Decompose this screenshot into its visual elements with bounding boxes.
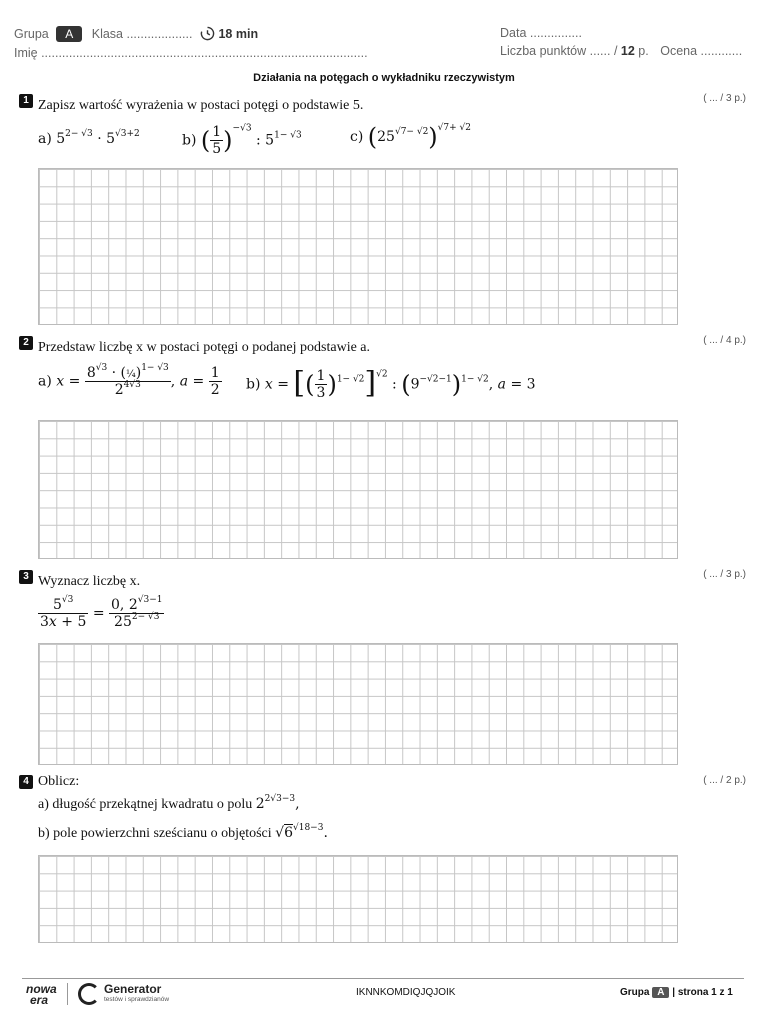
logo-line-1: nowa	[26, 982, 57, 996]
points-total: 12	[620, 44, 635, 58]
task-4a-expression: $2^{2√3-3}$,	[255, 794, 300, 812]
task-1-points: ( ... / 3 p.)	[703, 93, 746, 104]
task-1a-expression: a) $5^{2- √3} \cdot 5^{√3+2}$	[38, 129, 140, 147]
timer	[200, 26, 258, 41]
task-2-points: ( ... / 4 p.)	[703, 335, 746, 346]
footer-group	[620, 987, 733, 998]
task-2-number: 2	[19, 336, 33, 350]
group-label: Grupa	[14, 27, 49, 41]
task-4a-text: a) długość przekątnej kwadratu o polu	[38, 797, 253, 812]
clock-icon	[200, 26, 215, 41]
points-unit: p.	[638, 44, 649, 58]
task-4b	[38, 825, 328, 842]
task-2b-expression: b) x = [( $\frac{1}{3}$ )$^{1- √2}$]$^{√2}$ : $(9^{-√2-1})^{1- √2}$, a = 3	[246, 365, 536, 401]
task-1-text: Zapisz wartość wyrażenia w postaci potęgi o podstawie 5.	[38, 98, 364, 113]
task-1b-expression: b) ( $\frac{1}{5}$ )$^{-√3}$ : $5^{1- √3}$	[182, 123, 302, 157]
test-code: IKNNKOMDIQJQJOIK	[356, 987, 456, 998]
logo-divider	[67, 983, 68, 1005]
generator-logo	[104, 982, 169, 1003]
task-4-text: Oblicz:	[38, 774, 80, 789]
footer-divider	[22, 978, 744, 979]
task-4b-expression: $√6^{√18-3}$.	[275, 823, 328, 841]
task-3-points: ( ... / 3 p.)	[703, 569, 746, 580]
points-field	[500, 44, 742, 58]
task-4b-text: b) pole powierzchni sześcianu o objętości	[38, 826, 272, 841]
time-limit: 18 min	[218, 27, 259, 41]
logo-line-2: era	[30, 993, 49, 1007]
answer-grid-3[interactable]	[38, 643, 678, 765]
generator-title: Generator	[104, 982, 162, 996]
answer-grid-1[interactable]	[38, 168, 678, 325]
generator-subtitle: testów i sprawdzianów	[104, 996, 170, 1003]
grade-field: Ocena ............	[660, 44, 743, 58]
answer-grid-2[interactable]	[38, 420, 678, 559]
task-3-text: Wyznacz liczbę x.	[38, 574, 141, 589]
task-3-equation: $\frac{5^{√3}}{3x + 5}$ = $\frac{0, 2^{√3-1}}{25^{2- √3}}$	[40, 595, 163, 630]
class-field: Klasa ...................	[91, 27, 193, 41]
name-field: Imię ..............................................................................................	[14, 46, 368, 60]
generator-logo-icon	[78, 983, 100, 1005]
date-field: Data ...............	[500, 26, 582, 40]
task-3-number: 3	[19, 570, 33, 584]
footer-group-label: Grupa	[620, 987, 650, 998]
task-2a-expression: a) x = $\frac{8^{√3} \cdot (\frac{1}{4})^{1- √3}}{2^{4√3}}$ , a = $\frac{1}{2}$	[38, 363, 220, 398]
group-badge: A	[56, 26, 82, 42]
task-4a	[38, 796, 300, 813]
group-field	[14, 26, 192, 42]
points-label: Liczba punktów ...... /	[500, 44, 618, 58]
task-2-text: Przedstaw liczbę x w postaci potęgi o podanej podstawie a.	[38, 340, 371, 355]
answer-grid-4[interactable]	[38, 855, 678, 943]
nowa-era-logo	[26, 984, 57, 1006]
page-number: | strona 1 z 1	[672, 987, 733, 998]
task-1c-expression: c) $(25^{√7- √2})^{√7+ √2}$	[350, 123, 471, 151]
task-4-number: 4	[19, 775, 33, 789]
task-1-number: 1	[19, 94, 33, 108]
task-4-points: ( ... / 2 p.)	[703, 775, 746, 786]
footer-group-badge: A	[652, 987, 669, 998]
page-title: Działania na potęgach o wykładniku rzeczywistym	[253, 72, 515, 84]
